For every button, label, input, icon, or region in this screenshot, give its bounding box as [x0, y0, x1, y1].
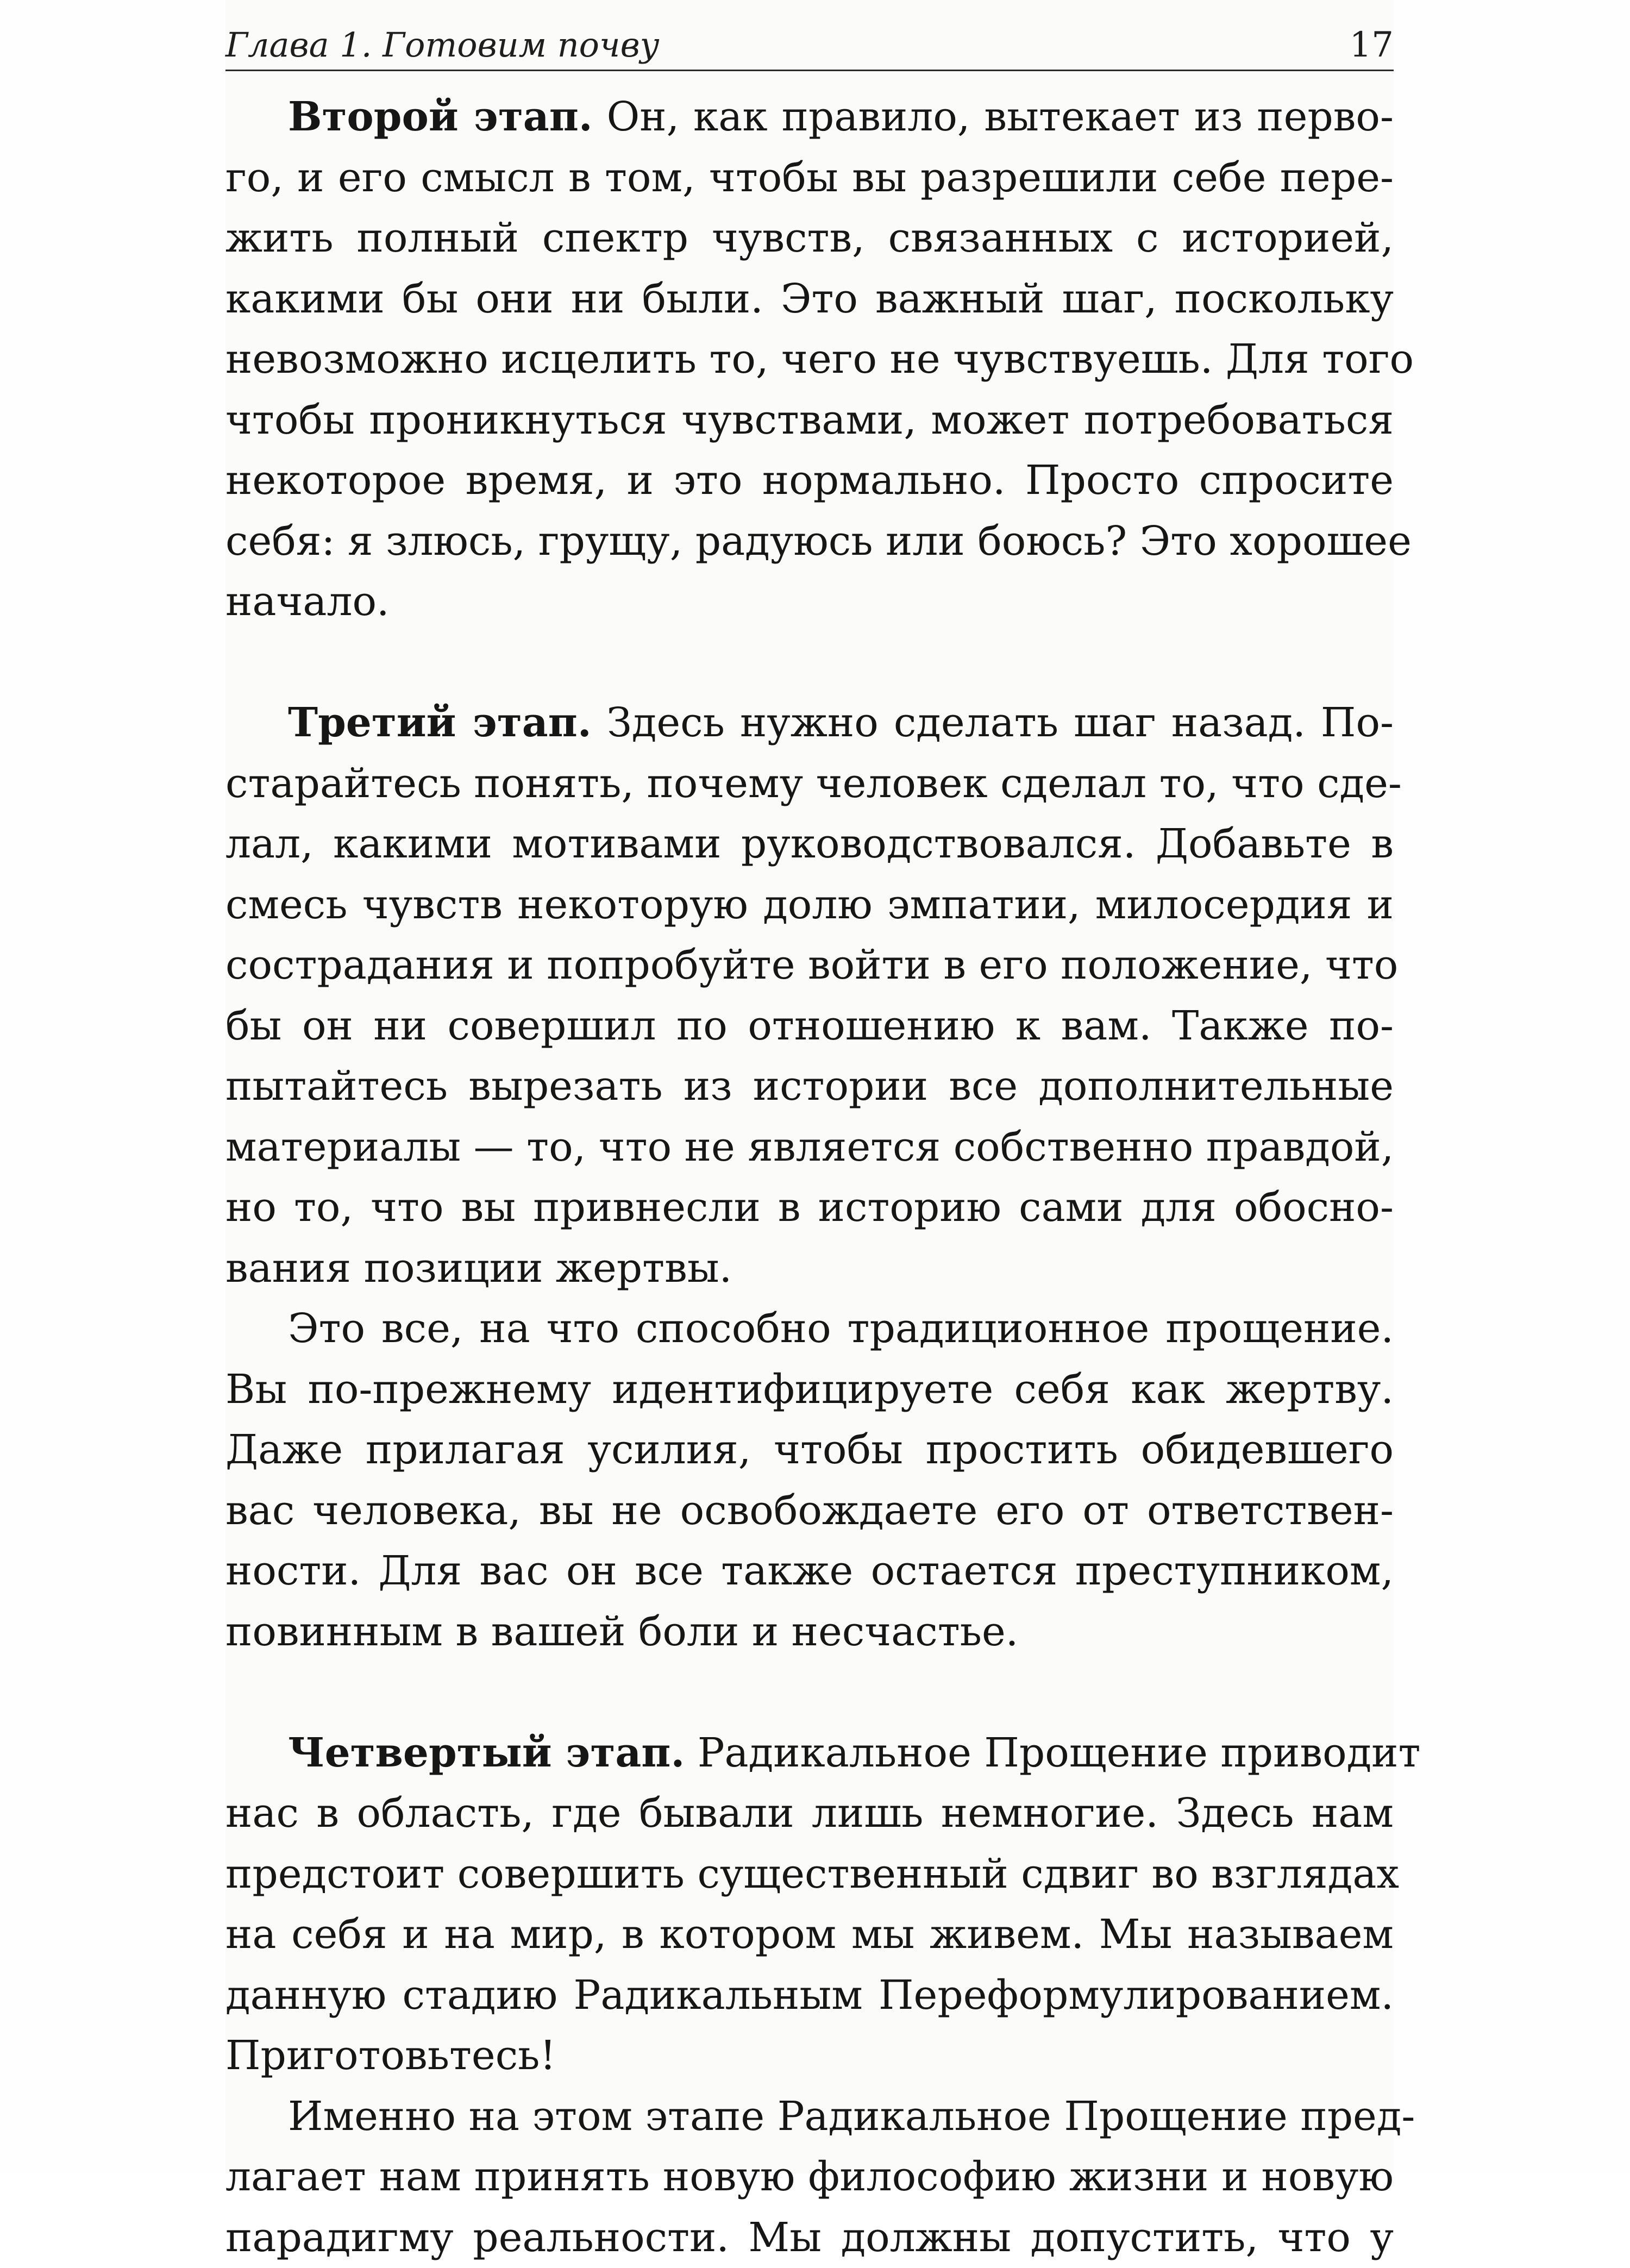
text-line: Даже прилагая усилия, чтобы простить обидевшего — [225, 1420, 1394, 1481]
stage-heading: Третий этап. — [288, 699, 592, 746]
line-text: Он, как правило, вытекает из перво- — [593, 93, 1394, 140]
page-number: 17 — [1350, 25, 1394, 65]
text-line: чтобы проникнуться чувствами, может потребоваться — [225, 390, 1394, 451]
text-line: нас в область, где бывали лишь немногие. Здесь нам — [225, 1783, 1394, 1844]
text-line — [225, 693, 1394, 754]
text-line: какими бы они ни были. Это важный шаг, поскольку — [225, 269, 1394, 330]
text-line: Вы по-прежнему идентифицируете себя как жертву. — [225, 1359, 1394, 1420]
text-line — [225, 87, 1394, 148]
text-line: но то, что вы привнесли в историю сами для обосно- — [225, 1177, 1394, 1238]
text-line: предстоит совершить существенный сдвиг во взглядах — [225, 1844, 1394, 1905]
text-line: себя: я злюсь, грущу, радуюсь или боюсь? Это хорошее — [225, 511, 1394, 572]
paragraph-traditional-forgiveness — [225, 1299, 1394, 1662]
text-line: повинным в вашей боли и несчастье. — [225, 1602, 1394, 1663]
text-line: Именно на этом этапе Радикальное Прощение пред- — [225, 2087, 1394, 2147]
text-line: ности. Для вас он все также остается преступником, — [225, 1541, 1394, 1602]
text-line: лал, какими мотивами руководствовался. Добавьте в — [225, 814, 1394, 875]
text-line: материалы — то, что не является собственно правдой, — [225, 1117, 1394, 1178]
text-line: парадигму реальности. Мы должны допустить, что у — [225, 2208, 1394, 2268]
text-line: пытайтесь вырезать из истории все дополнительные — [225, 1056, 1394, 1117]
body-text — [225, 87, 1394, 2268]
paragraph-fourth-stage — [225, 1723, 1394, 2087]
paragraph-third-stage — [225, 693, 1394, 1299]
page-header — [225, 20, 1394, 85]
line-text: Радикальное Прощение приводит — [685, 1730, 1420, 1776]
header-rule — [225, 70, 1394, 71]
stage-heading: Четвертый этап. — [288, 1730, 685, 1776]
text-line: начало. — [225, 572, 1394, 632]
text-line: вания позиции жертвы. — [225, 1238, 1394, 1299]
text-line: го, и его смысл в том, чтобы вы разрешили себе пере- — [225, 148, 1394, 209]
text-line: невозможно исцелить то, чего не чувствуешь. Для того — [225, 329, 1394, 390]
text-line: бы он ни совершил по отношению к вам. Также по- — [225, 996, 1394, 1057]
text-line: лагает нам принять новую философию жизни и новую — [225, 2147, 1394, 2208]
text-line: жить полный спектр чувств, связанных с историей, — [225, 208, 1394, 269]
text-line: смесь чувств некоторую долю эмпатии, милосердия и — [225, 875, 1394, 936]
paragraph-second-stage — [225, 87, 1394, 632]
text-line: на себя и на мир, в котором мы живем. Мы называем — [225, 1904, 1394, 1965]
text-line: старайтесь понять, почему человек сделал то, что сде- — [225, 754, 1394, 815]
paragraph-gap — [225, 1662, 1394, 1723]
paragraph-gap — [225, 632, 1394, 693]
line-text: Здесь нужно сделать шаг назад. По- — [592, 699, 1394, 746]
paragraph-new-philosophy — [225, 2087, 1394, 2268]
stage-heading: Второй этап. — [288, 93, 593, 140]
text-line — [225, 1723, 1394, 1784]
text-line: некоторое время, и это нормально. Просто спросите — [225, 450, 1394, 511]
text-line: данную стадию Радикальным Переформулированием. — [225, 1965, 1394, 2026]
running-head: Глава 1. Готовим почву — [225, 25, 660, 65]
text-line: вас человека, вы не освобождаете его от ответствен- — [225, 1481, 1394, 1542]
text-line: сострадания и попробуйте войти в его положение, что — [225, 935, 1394, 996]
text-line: Приготовьтесь! — [225, 2026, 1394, 2087]
text-line: Это все, на что способно традиционное прощение. — [225, 1299, 1394, 1359]
